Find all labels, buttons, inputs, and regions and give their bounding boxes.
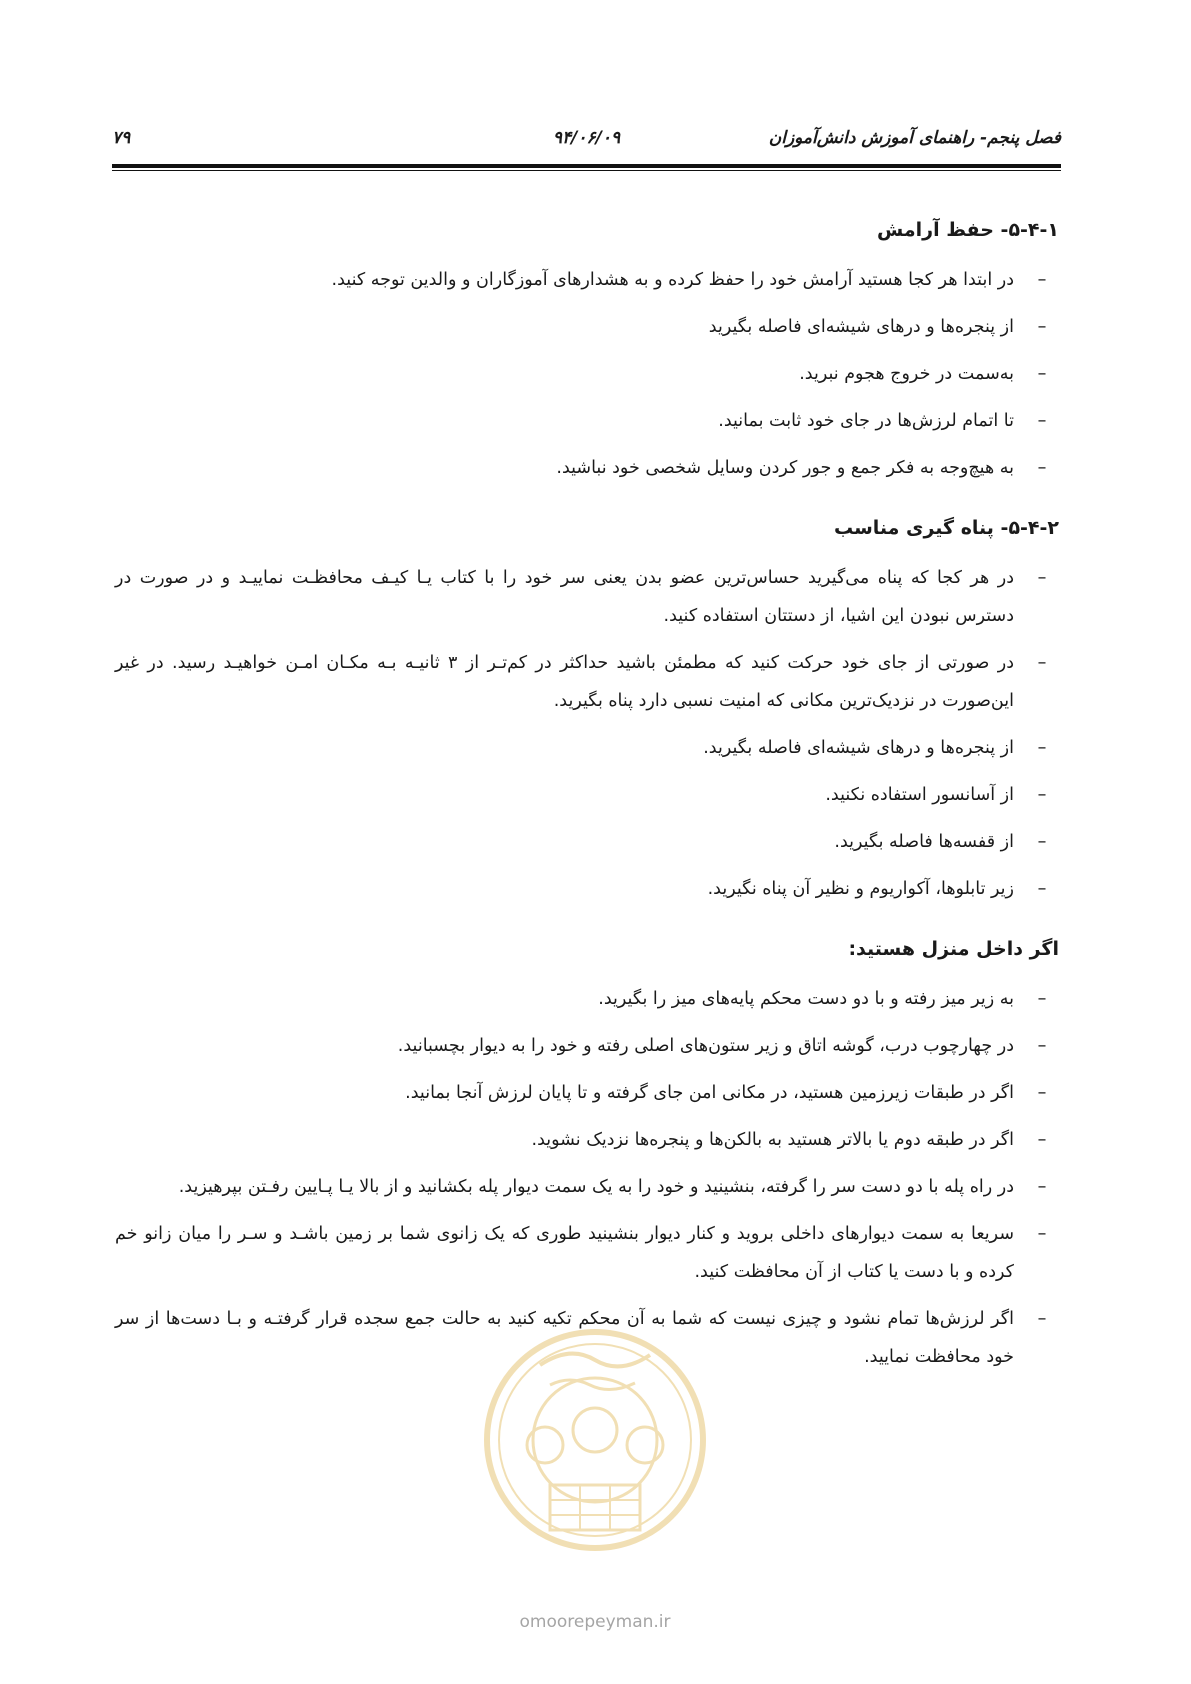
dash-bullet: – (1037, 1130, 1047, 1150)
list-item: – در هر کجا که پناه می‌گیرید حساس‌ترین عضو بدن یعنی سر خود را با کتاب یـا کیـف محافظـت نماییـد و در صورت در دسترس نبودن این اشیا، از دستتان استفاده کنید. (115, 559, 1059, 635)
dash-bullet: – (1037, 568, 1047, 588)
dash-bullet: – (1037, 738, 1047, 758)
list-at-home (115, 980, 1059, 1376)
dash-bullet: – (1037, 364, 1047, 384)
list-item: – اگر در طبقه دوم یا بالاتر هستید به بالکن‌ها و پنجره‌ها نزدیک نشوید. (115, 1121, 1059, 1159)
list-item: – اگر لرزش‌ها تمام نشود و چیزی نیست که شما به آن محکم تکیه کنید به حالت جمع سجده قرار گرفتـه و بـا دست‌ها از سر خود محافظت نمایید. (115, 1300, 1059, 1376)
list-item: – از پنجره‌ها و درهای شیشه‌ای فاصله بگیرید. (115, 729, 1059, 767)
list-item: – در صورتی از جای خود حرکت کنید که مطمئن باشید حداکثر در کم‌تـر از ۳ ثانیـه بـه مکـان امـن خواهیـد رسید. در غیر این‌صورت در نزدیک‌ترین مکانی که امنیت نسبی دارد پناه بگیرید. (115, 644, 1059, 720)
list-item: – تا اتمام لرزش‌ها در جای خود ثابت بمانید. (115, 402, 1059, 440)
dash-bullet: – (1037, 879, 1047, 899)
header-rule-thin (112, 170, 1061, 171)
dash-bullet: – (1037, 458, 1047, 478)
list-item: – به هیچ‌وجه به فکر جمع و جور کردن وسایل شخصی خود نباشید. (115, 449, 1059, 487)
dash-bullet: – (1037, 411, 1047, 431)
chapter-title: فصل پنجم- راهنمای آموزش دانش‌آموزان (768, 128, 1061, 148)
dash-bullet: – (1037, 1036, 1047, 1056)
list-item: – زیر تابلوها، آکواریوم و نظیر آن پناه نگیرید. (115, 870, 1059, 908)
list-item: – اگر در طبقات زیرزمین هستید، در مکانی امن جای گرفته و تا پایان لرزش آنجا بمانید. (115, 1074, 1059, 1112)
dash-bullet: – (1037, 653, 1047, 673)
main-content (115, 215, 1059, 1402)
list-item: – در ابتدا هر کجا هستید آرامش خود را حفظ کرده و به هشدارهای آموزگاران و والدین توجه کنید. (115, 261, 1059, 299)
dash-bullet: – (1037, 1309, 1047, 1329)
watermark-website: omoorepeyman.ir (519, 1612, 671, 1632)
section-title-shelter: ۵-۴-۲- پناه گیری مناسب (833, 517, 1059, 539)
list-shelter (115, 559, 1059, 908)
page-number: ۷۹ (112, 128, 131, 148)
dash-bullet: – (1037, 1177, 1047, 1197)
list-item: – در راه پله با دو دست سر را گرفته، بنشینید و خود را به یک سمت دیوار پله بکشانید و از بالا یـا پـایین رفـتن بپرهیزید. (115, 1168, 1059, 1206)
dash-bullet: – (1037, 1083, 1047, 1103)
list-item: – به زیر میز رفته و با دو دست محکم پایه‌های میز را بگیرید. (115, 980, 1059, 1018)
list-item: – از پنجره‌ها و درهای شیشه‌ای فاصله بگیرید (115, 308, 1059, 346)
list-item: – به‌سمت در خروج هجوم نبرید. (115, 355, 1059, 393)
list-item: – در چهارچوب درب، گوشه اتاق و زیر ستون‌های اصلی رفته و خود را به دیوار بچسبانید. (115, 1027, 1059, 1065)
dash-bullet: – (1037, 317, 1047, 337)
header-rule-thick (112, 164, 1061, 168)
list-item: – سریعا به سمت دیوارهای داخلی بروید و کنار دیوار بنشینید طوری که یک زانوی شما بر زمین باشـد و سـر را میان زانو خم کرده و با دست یا کتاب از آن محافظت کنید. (115, 1215, 1059, 1291)
dash-bullet: – (1037, 832, 1047, 852)
section-title-at-home: اگر داخل منزل هستید: (848, 938, 1059, 960)
list-item: – از آسانسور استفاده نکنید. (115, 776, 1059, 814)
list-item: – از قفسه‌ها فاصله بگیرید. (115, 823, 1059, 861)
dash-bullet: – (1037, 1224, 1047, 1244)
section-title-calm: ۵-۴-۱- حفظ آرامش (877, 219, 1059, 241)
list-calm (115, 261, 1059, 487)
dash-bullet: – (1037, 989, 1047, 1009)
dash-bullet: – (1037, 270, 1047, 290)
dash-bullet: – (1037, 785, 1047, 805)
header-date: ۹۴/۰۶/۰۹ (552, 128, 621, 148)
page-header (112, 128, 1061, 158)
